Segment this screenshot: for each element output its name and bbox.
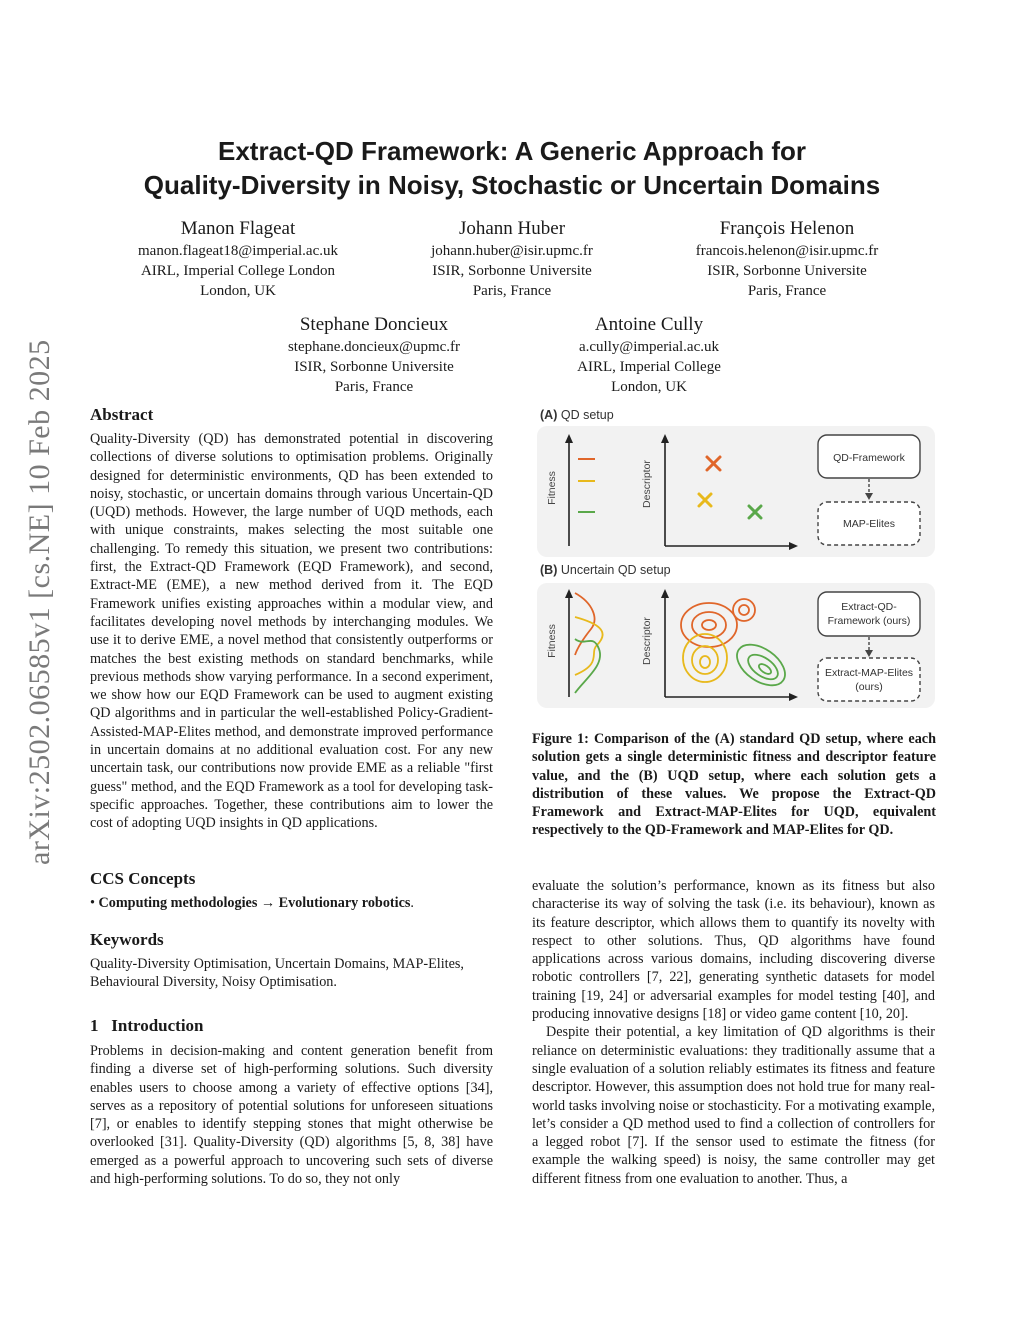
paper-title xyxy=(80,134,944,202)
abstract-text xyxy=(90,430,493,833)
extract-me-label-line1: Extract-MAP-Elites xyxy=(824,667,914,679)
author-location: London, UK xyxy=(611,379,687,395)
author-email: a.cully@imperial.ac.uk xyxy=(578,339,719,355)
author-name: Antoine Cully xyxy=(594,314,704,335)
panel-a-label xyxy=(540,408,614,422)
author-name: Johann Huber xyxy=(458,218,566,239)
extract-qd-framework-box xyxy=(818,592,920,636)
author-email: manon.flageat18@imperial.ac.uk xyxy=(138,243,338,259)
descriptor-label: Descriptor xyxy=(641,460,653,508)
figure-panel-b xyxy=(537,583,935,709)
body-paragraph: Despite their potential, a key limitation of QD algorithms is their reliance on deterministic evaluations: they traditionally assume that a single evaluation of a solution reliably estimates its fitness and feature descriptor. However, this assumption does not hold true for many real-world tasks involving noise or stochasticity. For a motivating example, let’s consider a QD method used to find a collection of controllers for a legged robot [7]. If the sensor used to estimate the fitness (for example the walking speed) is noisy, the same controller may get different fitness from one evaluation to another. Thus, a xyxy=(532,1024,935,1187)
panel-b-title: Uncertain QD setup xyxy=(560,563,671,577)
qd-framework-label: QD-Framework xyxy=(833,452,905,464)
author-block xyxy=(224,312,524,397)
title-line-2: Quality-Diversity in Noisy, Stochastic or Uncertain Domains xyxy=(143,170,881,200)
author-affiliation: ISIR, Sorbonne Universite xyxy=(707,263,867,279)
arxiv-stamp: arXiv:2502.06585v1 [cs.NE] 10 Feb 2025 xyxy=(23,339,56,865)
keywords-text: Quality-Diversity Optimisation, Uncertain Domains, MAP-Elites, Behavioural Diversity, Noisy Optimisation. xyxy=(90,956,464,991)
abstract-heading: Abstract xyxy=(90,405,154,424)
map-elites-label: MAP-Elites xyxy=(843,518,895,530)
author-affiliation: ISIR, Sorbonne Universite xyxy=(432,263,592,279)
author-block xyxy=(637,216,937,301)
figure-caption: Figure 1: Comparison of the (A) standard QD setup, where each solution gets a single deterministic fitness and descriptor feature value, and the (B) UQD setup, where each solution gets a distribution of these values. We propose the Extract-QD Framework and Extract-MAP-Elites for UQD, equivalent respectively to the QD-Framework and MAP-Elites for QD. xyxy=(532,731,936,839)
author-block xyxy=(362,216,662,301)
ccs-text: Computing methodologies → Evolutionary robotics xyxy=(98,895,411,911)
author-email: stephane.doncieux@upmc.fr xyxy=(287,339,461,355)
author-name: François Helenon xyxy=(719,218,855,239)
author-affiliation: AIRL, Imperial College xyxy=(577,359,721,375)
descriptor-label: Descriptor xyxy=(641,617,653,665)
extract-qd-label-line2: Framework (ours) xyxy=(827,615,911,627)
author-block xyxy=(88,216,388,301)
keywords-heading: Keywords xyxy=(90,930,164,949)
abstract-paragraph: Quality-Diversity (QD) has demonstrated potential in discovering collections of diverse solutions to optimisation problems. Originally designed for deterministic environments, QD has been extended to noisy, stochastic, or uncertain domains through various Uncertain-QD (UQD) methods. However, the large number of UQD methods, each with unique constraints, makes selecting the most suitable one challenging. To remedy this situation, we present two contributions: first, the Extract-QD Framework (EQD Framework), and second, Extract-ME (EME), a new method derived from it. The EQD Framework unifies existing approaches within a modular view, and facilitates developing novel methods by interchanging modules. We use it to derive EME, a novel method that consistently outperforms or matches the best existing methods on standard benchmarks, while previous methods show varying performance. In a second experiment, we show how our EQD Framework can be used to augment existing QD algorithms and in particular the well-established Policy-Gradient-Assisted-MAP-Elites method, and demonstrate improved performance in uncertain domains at no additional evaluation cost. For any new uncertain task, our contributions now provide EME as a reliable "first guess" method, and the EQD Framework as a tool for developing task-specific approaches. Together, these contributions aim to lower the cost of adopting UQD insights in QD applications. xyxy=(90,431,493,832)
panel-a-prefix: (A) xyxy=(540,408,558,422)
right-column-text xyxy=(532,877,935,1188)
ccs-heading: CCS Concepts xyxy=(90,869,196,888)
title-line-1: Extract-QD Framework: A Generic Approach for xyxy=(217,136,807,166)
intro-paragraph: Problems in decision-making and content generation benefit from finding a diverse set of high-performing solutions. Such diversity enables users to choose among a variety of effective options [34], serves as a repository of potential solutions for unforeseen situations [7], or enables to identify stepping stones that might otherwise be overlooked [31]. Quality-Diversity (QD) algorithms [5, 8, 38] have emerged as a powerful approach to uncovering such sets of diverse and high-performing solutions. To do so, they not only xyxy=(90,1043,493,1188)
body-paragraph: evaluate the solution’s performance, known as its fitness but also characterise its way of solving the task (i.e. its behaviour), known as its feature descriptor, which allows them to quantify its novelty with respect to other solutions. Thus, QD algorithms have found applications across various domains, including discovering diverse robotic controllers [7, 22], generating synthetic datasets for model training [19, 24] or adversarial examples for model testing [40], and producing innovative designs [18] or video game content [10, 20]. xyxy=(532,878,935,1023)
section-title: Introduction xyxy=(111,1016,204,1035)
author-email: johann.huber@isir.upmc.fr xyxy=(431,243,593,259)
intro-heading xyxy=(90,1016,204,1036)
author-location: Paris, France xyxy=(334,379,414,395)
figure-panel-a xyxy=(537,426,935,558)
section-number: 1 xyxy=(90,1016,99,1035)
ccs-period: . xyxy=(410,895,414,911)
author-location: Paris, France xyxy=(747,283,827,299)
author-name: Manon Flageat xyxy=(180,218,296,239)
author-email: francois.helenon@isir.upmc.fr xyxy=(695,243,879,259)
author-block xyxy=(499,312,799,397)
intro-text xyxy=(90,1042,493,1188)
panel-b-label xyxy=(540,563,671,577)
author-name: Stephane Doncieux xyxy=(299,314,449,335)
fitness-label: Fitness xyxy=(546,624,558,658)
ccs-concepts xyxy=(90,894,493,912)
ccs-bullet: • xyxy=(90,895,95,911)
extract-qd-label-line1: Extract-QD- xyxy=(841,601,897,613)
author-location: London, UK xyxy=(200,283,276,299)
author-location: Paris, France xyxy=(472,283,552,299)
extract-map-elites-box xyxy=(818,658,920,701)
fitness-label: Fitness xyxy=(546,471,558,505)
extract-me-label-line2: (ours) xyxy=(855,681,883,693)
author-affiliation: ISIR, Sorbonne Universite xyxy=(294,359,454,375)
author-affiliation: AIRL, Imperial College London xyxy=(140,263,336,279)
panel-b-prefix: (B) xyxy=(540,563,558,577)
panel-a-title: QD setup xyxy=(560,408,614,422)
